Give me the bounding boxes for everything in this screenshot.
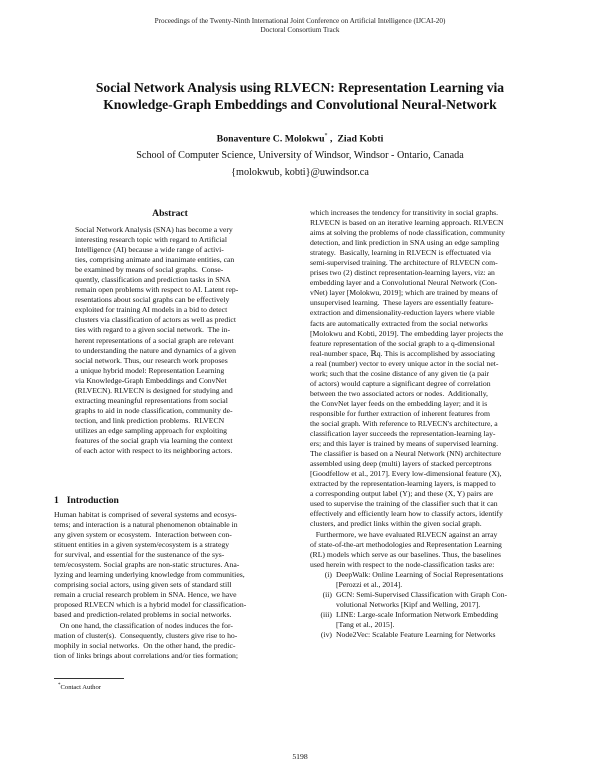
list-item-number: (i) bbox=[324, 569, 332, 579]
abstract-line: resentations about social graphs can be effectively bbox=[75, 295, 230, 305]
author-1: Bonaventure C. Molokwu bbox=[216, 133, 325, 145]
abstract-line: quently, classification and prediction tasks in SNA bbox=[75, 275, 231, 285]
abstract-line: (RLVECN). RLVECN is designed for studying and bbox=[75, 385, 233, 395]
body-line: a corresponding output label (Y); and these (X, Y) pairs are bbox=[310, 489, 494, 499]
body-line: [Goodfellow et al., 2017]. Every low-dimensional feature (X), bbox=[310, 469, 502, 479]
body-line: of actors) would capture a significant degree of correlation bbox=[310, 378, 491, 388]
proceedings-line-1: Proceedings of the Twenty-Ninth International Joint Conference on Artificial Intelligence (IJCAI-20) bbox=[154, 17, 446, 25]
body-line: unsupervised learning. These layers are essentially feature- bbox=[310, 298, 494, 308]
list-item-continuation: [Tang et al., 2015]. bbox=[336, 619, 395, 629]
intro-line: proposed RLVECN which is a hybrid model for classification- bbox=[54, 600, 247, 610]
abstract-line: tection, and link prediction problems. RLVECN bbox=[75, 415, 225, 425]
intro-line: stituent entities in a given system/ecosystem is a strategy bbox=[54, 540, 230, 550]
body-line: the ConvNet layer feeds on the embedding layer; and it is bbox=[310, 398, 488, 408]
list-item-text: Node2Vec: Scalable Feature Learning for Networks bbox=[336, 629, 496, 639]
proceedings-line-2: Doctoral Consortium Track bbox=[260, 26, 340, 34]
intro-line: based and prediction-related problems in social networks. bbox=[54, 610, 232, 620]
list-item-continuation: volutional Networks [Kipf and Welling, 2017]. bbox=[336, 599, 481, 609]
abstract-line: ties with regard to a given social network. The in- bbox=[75, 325, 231, 335]
body-line: strategy. Basically, learning in RLVECN is effectuated via bbox=[310, 248, 491, 258]
footnote-mark: * bbox=[58, 683, 61, 688]
paper-title bbox=[60, 80, 540, 113]
body-line: (RL) models which serve as our baselines. Thus, the baselines bbox=[310, 549, 501, 559]
section-heading-introduction bbox=[54, 495, 127, 506]
proceedings-header bbox=[0, 17, 600, 35]
list-item-text: DeepWalk: Online Learning of Social Representations bbox=[336, 569, 504, 579]
body-line: assembled using deep (multi) layers of stacked perceptrons bbox=[310, 459, 492, 469]
right-paragraph-1 bbox=[310, 208, 550, 530]
body-line: effectively and efficiently learn how to classify actors, identify bbox=[310, 509, 503, 519]
author-email: {molokwub, kobti}@uwindsor.ca bbox=[231, 167, 369, 178]
author-separator: , bbox=[327, 133, 338, 145]
body-line: Furthermore, we have evaluated RLVECN against an array bbox=[310, 529, 498, 539]
intro-line: mation of cluster(s). Consequently, clusters give rise to ho- bbox=[54, 630, 238, 640]
body-line: RLVECN is based on an iterative learning approach. RLVECN bbox=[310, 218, 504, 228]
list-item bbox=[310, 590, 550, 600]
body-line: work; such that the cosine distance of any given tie (a pair bbox=[310, 368, 490, 378]
intro-line: tion of links brings about correlations and/or ties formation; bbox=[54, 650, 239, 660]
list-item-text: LINE: Large-scale Information Network Embedding bbox=[336, 609, 499, 619]
body-line: facts are automatically extracted from the social networks bbox=[310, 318, 488, 328]
list-item-text: GCN: Semi-Supervised Classification with Graph Con- bbox=[336, 589, 508, 599]
intro-line: Human habitat is comprised of several systems and ecosys- bbox=[54, 510, 237, 519]
body-line: vNet) layer [Molokwu, 2019]; which are trained by means of bbox=[310, 288, 498, 298]
title-line-2: Knowledge-Graph Embeddings and Convolutional Neural-Network bbox=[103, 96, 497, 112]
body-line: The classifier is based on a Neural Network (NN) architecture bbox=[310, 449, 502, 459]
body-line: of state-of-the-art methodologies and Representation Learning bbox=[310, 539, 502, 549]
abstract-line: via Knowledge-Graph Embeddings and ConvNet bbox=[75, 375, 227, 385]
body-line: semi-supervised training. The architecture of RLVECN com- bbox=[310, 258, 498, 268]
body-line: extraction and dimensionality-reduction layers where viable bbox=[310, 308, 495, 318]
right-column bbox=[310, 208, 550, 640]
abstract-line: to understanding the nature and dynamics of a given bbox=[75, 345, 236, 355]
body-line: feature representation of the social graph to a q-dimensional bbox=[310, 338, 495, 348]
body-line: the social graph. With reference to RLVECN's architecture, a bbox=[310, 418, 498, 428]
abstract-line: clusters via classification of actors as well as predict bbox=[75, 315, 236, 325]
list-item-number: (iii) bbox=[320, 609, 332, 619]
body-line: used to supervise the training of the classifier such that it can bbox=[310, 499, 498, 509]
footnote bbox=[58, 683, 101, 691]
body-line: clusters, and predict links within the given social graph. bbox=[310, 519, 482, 529]
body-line: [Molokwu and Kobti, 2019]. The embedding layer projects the bbox=[310, 328, 504, 338]
body-line: a real (number) vector to every unique actor in the social net- bbox=[310, 358, 499, 368]
footnote-text: Contact Author bbox=[60, 684, 101, 692]
abstract-line: exploited for training AI models in a bid to detect bbox=[75, 305, 228, 315]
body-line: ers; and this layer is trained by means of supervised learning. bbox=[310, 439, 499, 449]
abstract-line: graphs to aid in node classification, community de- bbox=[75, 405, 233, 415]
intro-line: tems; and interaction is a natural phenomenon obtainable in bbox=[54, 520, 238, 530]
page-number: 5198 bbox=[292, 752, 308, 761]
abstract-line: features of the social graph via learning the context bbox=[75, 435, 233, 445]
intro-line: lyzing and learning underlying knowledge from communities, bbox=[54, 570, 245, 580]
body-line: embedding layer and a Convolutional Neural Network (Con- bbox=[310, 278, 498, 288]
abstract-line: social network. Thus, our research work proposes bbox=[75, 355, 228, 365]
list-item bbox=[310, 610, 550, 620]
abstract-line: a unique hybrid model: Representation Learning bbox=[75, 365, 225, 375]
author-list bbox=[0, 130, 600, 145]
body-line: detection, and link prediction in SNA using an edge sampling bbox=[310, 238, 500, 248]
intro-line: mophily in social networks. On the other hand, the predic- bbox=[54, 640, 236, 650]
abstract-line: ties, comprising animate and inanimate entities, can bbox=[75, 255, 235, 265]
body-line: classification layer succeeds the representation-learning lay- bbox=[310, 429, 496, 439]
list-item bbox=[310, 630, 550, 640]
list-item-number: (iv) bbox=[320, 629, 332, 639]
intro-line: comprising social actors, using given sets of standard still bbox=[54, 580, 232, 590]
author-1-mark: * bbox=[324, 133, 328, 139]
abstract-line: be examined by means of social graphs. Conse- bbox=[75, 265, 224, 275]
section-number: 1 bbox=[54, 495, 59, 506]
body-line: which increases the tendency for transitivity in social graphs. bbox=[310, 208, 499, 217]
body-line: responsible for further extraction of inherent features from bbox=[310, 408, 490, 418]
affiliation: School of Computer Science, University of Windsor, Windsor - Ontario, Canada bbox=[136, 150, 464, 161]
abstract-line: utilizes an edge sampling approach for exploiting bbox=[75, 425, 227, 435]
abstract-line: interesting research topic with regard to Artificial bbox=[75, 235, 227, 245]
intro-line: remain a crucial research problem in SNA. Hence, we have bbox=[54, 590, 237, 600]
title-line-1: Social Network Analysis using RLVECN: Representation Learning via bbox=[95, 80, 505, 95]
introduction-body bbox=[54, 510, 294, 661]
abstract-line: extracting meaningful representations from social bbox=[75, 395, 228, 405]
body-line: real-number space, ℝq. This is accomplished by associating bbox=[310, 348, 495, 358]
section-title: Introduction bbox=[66, 495, 119, 506]
abstract-line: remain open problems with respect to AI. Latent rep- bbox=[75, 285, 239, 295]
body-line: aims at solving the problems of node classification, community bbox=[310, 228, 505, 238]
list-item-continuation: [Perozzi et al., 2014]. bbox=[336, 579, 403, 589]
body-line: prises two (2) distinct representation-learning layers, viz: an bbox=[310, 268, 495, 278]
abstract-line: Intelligence (AI) because a wide range of activi- bbox=[75, 245, 224, 255]
abstract-line: Social Network Analysis (SNA) has become a very bbox=[75, 225, 233, 234]
intro-line: any given system or ecosystem. Interaction between con- bbox=[54, 530, 232, 540]
body-line: extracted by the representation-learning layers, is mapped to bbox=[310, 479, 496, 489]
body-line: used herein with respect to the node-classification tasks are: bbox=[310, 559, 495, 569]
abstract-heading: Abstract bbox=[152, 208, 188, 219]
intro-line: tem/ecosystem. Social graphs are non-static structures. Ana- bbox=[54, 560, 240, 570]
list-item bbox=[310, 570, 550, 580]
intro-line: On one hand, the classification of nodes induces the for- bbox=[54, 620, 233, 630]
author-2: Ziad Kobti bbox=[337, 133, 384, 145]
list-item-number: (ii) bbox=[322, 589, 332, 599]
abstract-line: herent representations of a social graph are relevant bbox=[75, 335, 234, 345]
body-line: between the two associated actors or nodes. Additionally, bbox=[310, 388, 488, 398]
right-paragraph-2 bbox=[310, 530, 550, 570]
baseline-list bbox=[310, 570, 550, 640]
abstract-body bbox=[75, 225, 265, 456]
intro-line: for survival, and essential for the sustenance of the sys- bbox=[54, 550, 225, 560]
abstract-line: of each actor with respect to its neighboring actors. bbox=[75, 446, 233, 456]
footnote-rule bbox=[54, 678, 124, 679]
